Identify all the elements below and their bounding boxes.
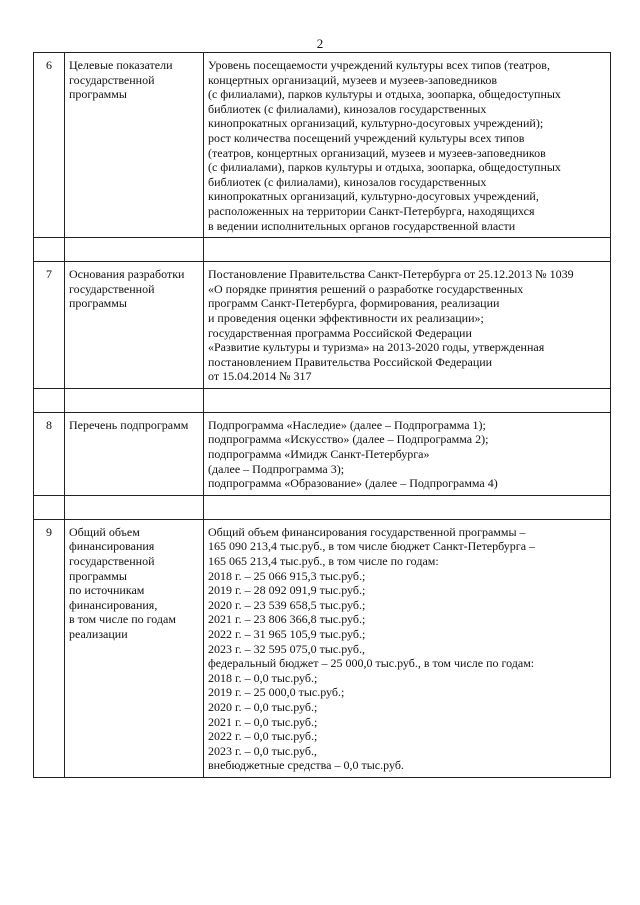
table-row bbox=[34, 519, 611, 777]
content-line: подпрограмма «Образование» (далее – Подпрограмма 4) bbox=[208, 476, 498, 491]
content-line: кинопрокатных организаций, культурно-досуговых учреждений); bbox=[208, 116, 544, 131]
content-line: программ Санкт-Петербурга, формирования, реализации bbox=[208, 296, 500, 311]
content-line: Общий объем финансирования государственной программы – bbox=[208, 524, 526, 539]
row-title bbox=[65, 53, 204, 238]
content-line: 2022 г. – 0,0 тыс.руб.; bbox=[208, 729, 318, 744]
content-line: 2023 г. – 0,0 тыс.руб., bbox=[208, 743, 317, 758]
table-row bbox=[34, 53, 611, 238]
content-line: федеральный бюджет – 25 000,0 тыс.руб., в том числе по годам: bbox=[208, 656, 535, 671]
row-title-line: по источникам bbox=[69, 583, 145, 598]
content-line: 2021 г. – 23 806 366,8 тыс.руб.; bbox=[208, 612, 366, 627]
content-line: Уровень посещаемости учреждений культуры всех типов (театров, bbox=[208, 58, 550, 72]
content-line: постановлением Правительства Российской Федерации bbox=[208, 354, 493, 369]
content-line: кинопрокатных организаций, культурно-досуговых учреждений, bbox=[208, 189, 539, 204]
content-line: 2020 г. – 0,0 тыс.руб.; bbox=[208, 699, 318, 714]
row-number: 9 bbox=[34, 519, 65, 777]
content-line: 2019 г. – 28 092 091,9 тыс.руб.; bbox=[208, 583, 366, 598]
row-title-line: программы bbox=[69, 296, 127, 311]
content-line: Подпрограмма «Наследие» (далее – Подпрограмма 1); bbox=[208, 417, 486, 432]
row-title-line: Целевые показатели bbox=[69, 58, 173, 72]
row-title-line: программы bbox=[69, 568, 127, 583]
content-line: внебюджетные средства – 0,0 тыс.руб. bbox=[208, 758, 404, 773]
row-content bbox=[204, 53, 611, 238]
content-line: (далее – Подпрограмма 3); bbox=[208, 461, 345, 476]
content-line: и проведения оценки эффективности их реализации»; bbox=[208, 310, 484, 325]
row-title-line: в том числе по годам bbox=[69, 612, 176, 627]
content-line: 165 065 213,4 тыс.руб., в том числе по годам: bbox=[208, 554, 439, 569]
row-number: 8 bbox=[34, 412, 65, 495]
row-content bbox=[204, 412, 611, 495]
row-title-line: реализации bbox=[69, 627, 128, 641]
content-line: 2020 г. – 23 539 658,5 тыс.руб.; bbox=[208, 597, 366, 612]
content-line: 2021 г. – 0,0 тыс.руб.; bbox=[208, 714, 318, 729]
content-line: 2023 г. – 32 595 075,0 тыс.руб., bbox=[208, 641, 365, 656]
program-passport-table bbox=[33, 52, 611, 778]
content-line: 2018 г. – 0,0 тыс.руб.; bbox=[208, 670, 318, 685]
content-line: библиотек (с филиалами), кинозалов государственных bbox=[208, 174, 487, 189]
row-title-line: государственной bbox=[69, 72, 155, 87]
content-line: (театров, концертных организаций, музеев и музеев-заповедников bbox=[208, 145, 546, 160]
table-row bbox=[34, 412, 611, 495]
row-title-line: государственной bbox=[69, 281, 155, 296]
row-content bbox=[204, 519, 611, 777]
content-line: подпрограмма «Имидж Санкт-Петербурга» bbox=[208, 447, 430, 462]
content-line: библиотек (с филиалами), кинозалов государственных bbox=[208, 101, 487, 116]
content-line: рост количества посещений учреждений культуры всех типов bbox=[208, 130, 525, 145]
content-line: расположенных на территории Санкт-Петербурга, находящихся bbox=[208, 203, 535, 218]
content-line: Постановление Правительства Санкт-Петербурга от 25.12.2013 № 1039 bbox=[208, 267, 574, 282]
row-title-line: Перечень подпрограмм bbox=[69, 417, 189, 432]
row-title-line: финансирования bbox=[69, 539, 155, 554]
content-line: в ведении исполнительных органов государственной власти bbox=[208, 218, 516, 233]
content-line: (с филиалами), парков культуры и отдыха, зоопарка, общедоступных bbox=[208, 160, 561, 175]
table-row bbox=[34, 262, 611, 389]
row-title bbox=[65, 412, 204, 495]
row-content bbox=[204, 262, 611, 389]
row-title-line: Основания разработки bbox=[69, 267, 185, 282]
row-title bbox=[65, 262, 204, 389]
content-line: «Развитие культуры и туризма» на 2013-2020 годы, утвержденная bbox=[208, 340, 545, 355]
row-number: 6 bbox=[34, 53, 65, 238]
row-title-line: программы bbox=[69, 87, 127, 102]
row-number: 7 bbox=[34, 262, 65, 389]
content-line: «О порядке принятия решений о разработке государственных bbox=[208, 281, 524, 296]
content-line: 2018 г. – 25 066 915,3 тыс.руб.; bbox=[208, 568, 366, 583]
content-line: 2019 г. – 25 000,0 тыс.руб.; bbox=[208, 685, 345, 700]
row-title-line: Общий объем bbox=[69, 524, 140, 539]
row-title bbox=[65, 519, 204, 777]
content-line: 2022 г. – 31 965 105,9 тыс.руб.; bbox=[208, 627, 366, 641]
content-line: от 15.04.2014 № 317 bbox=[208, 369, 312, 384]
row-title-line: финансирования, bbox=[69, 597, 158, 612]
content-line: 165 090 213,4 тыс.руб., в том числе бюджет Санкт-Петербурга – bbox=[208, 539, 536, 554]
content-line: государственная программа Российской Федерации bbox=[208, 325, 472, 340]
content-line: подпрограмма «Искусство» (далее – Подпрограмма 2); bbox=[208, 432, 489, 447]
page-number: 2 bbox=[316, 36, 324, 51]
content-line: (с филиалами), парков культуры и отдыха, зоопарка, общедоступных bbox=[208, 87, 561, 102]
row-title-line: государственной bbox=[69, 554, 155, 569]
content-line: концертных организаций, музеев и музеев-заповедников bbox=[208, 72, 498, 87]
